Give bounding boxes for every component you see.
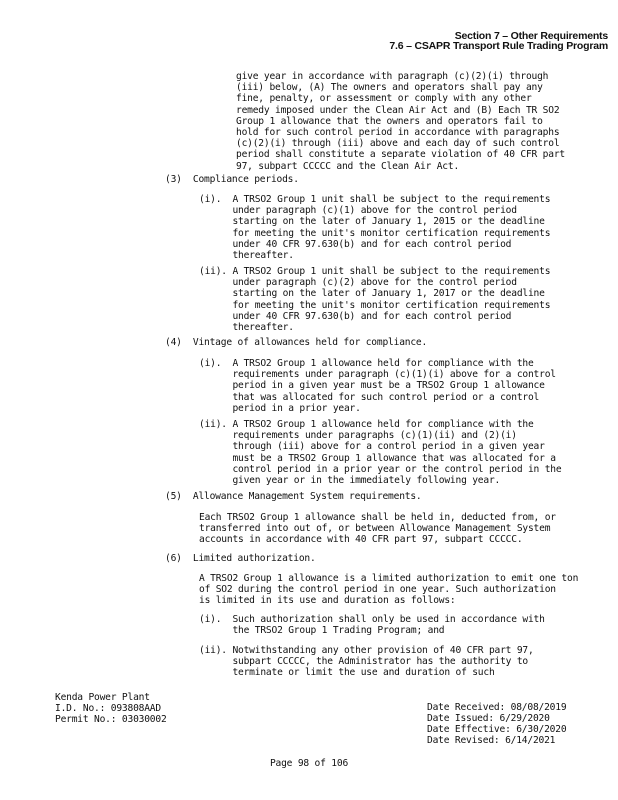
allowance-management-text: Each TRSO2 Group 1 allowance shall be held in, deducted from, or transferred into out of, or between Allowance Management System accounts in accordance with 40 CFR part 97, subpart CCCCC.: [199, 512, 556, 546]
section-header: Section 7 – Other Requirements: [454, 30, 608, 42]
page-number: Page 98 of 106: [269, 758, 349, 769]
continued-paragraph: give year in accordance with paragraph (c)(2)(i) through (iii) below, (A) The owners and operators shall pay any fine, penalty, or assessment or comply with any other remedy imposed under the Clean Air Act and (B) Each TR SO2 Group 1 allowance that the owners and operators fail to hold for such control period in accordance with paragraphs (c)(2)(i) through (iii) above and each day of such control period shall constitute a separate violation of 40 CFR part 97, subpart CCCCC and the Clean Air Act.: [236, 71, 565, 172]
date-received: Date Received: 08/08/2019: [427, 702, 567, 713]
compliance-periods-item-i: (i). A TRSO2 Group 1 unit shall be subject to the requirements under paragraph (c)(1) above for the control period starting on the later of January 1, 2015 or the deadline for meeting the unit's monitor certification requirements under 40 CFR 97.630(b) and for each control period thereafter.: [199, 194, 551, 262]
limited-authorization-item-i: (i). Such authorization shall only be used in accordance with the TRSO2 Group 1 Trading Program; and: [199, 614, 545, 637]
id-number: I.D. No.: 093808AAD: [55, 703, 161, 714]
vintage-heading: (4) Vintage of allowances held for compliance.: [165, 337, 428, 348]
date-effective: Date Effective: 6/30/2020: [427, 724, 567, 735]
limited-authorization-heading: (6) Limited authorization.: [165, 553, 316, 564]
allowance-management-heading: (5) Allowance Management System requirements.: [165, 491, 422, 502]
subsection-header: 7.6 – CSAPR Transport Rule Trading Program: [389, 40, 608, 52]
date-issued: Date Issued: 6/29/2020: [427, 713, 550, 724]
limited-authorization-item-ii: (ii). Notwithstanding any other provision of 40 CFR part 97, subpart CCCCC, the Administrator has the authority to terminate or limit the use and duration of such: [199, 645, 534, 679]
vintage-item-ii: (ii). A TRSO2 Group 1 allowance held for compliance with the requirements under paragraphs (c)(1)(ii) and (2)(i) through (iii) above for a control period in a given year must be a TRSO2 Group 1 allowance that was allocated for a control period in a prior year or the control period in the given year or in the immediately following year.: [199, 419, 562, 487]
limited-authorization-text: A TRSO2 Group 1 allowance is a limited authorization to emit one ton of SO2 during the control period in one year. Such authorization is limited in its use and duration as follows:: [199, 573, 579, 607]
permit-number: Permit No.: 03030002: [55, 714, 167, 725]
compliance-periods-item-ii: (ii). A TRSO2 Group 1 unit shall be subject to the requirements under paragraph (c)(2) above for the control period starting on the later of January 1, 2017 or the deadline for meeting the unit's monitor certification requirements under 40 CFR 97.630(b) and for each control period thereafter.: [199, 266, 551, 334]
compliance-periods-heading: (3) Compliance periods.: [165, 174, 299, 185]
date-revised: Date Revised: 6/14/2021: [427, 735, 556, 746]
facility-name: Kenda Power Plant: [55, 692, 150, 703]
vintage-item-i: (i). A TRSO2 Group 1 allowance held for compliance with the requirements under paragraph (c)(1)(i) above for a control period in a given year must be a TRSO2 Group 1 allowance that was allocated for such control period or a control period in a prior year.: [199, 358, 556, 414]
